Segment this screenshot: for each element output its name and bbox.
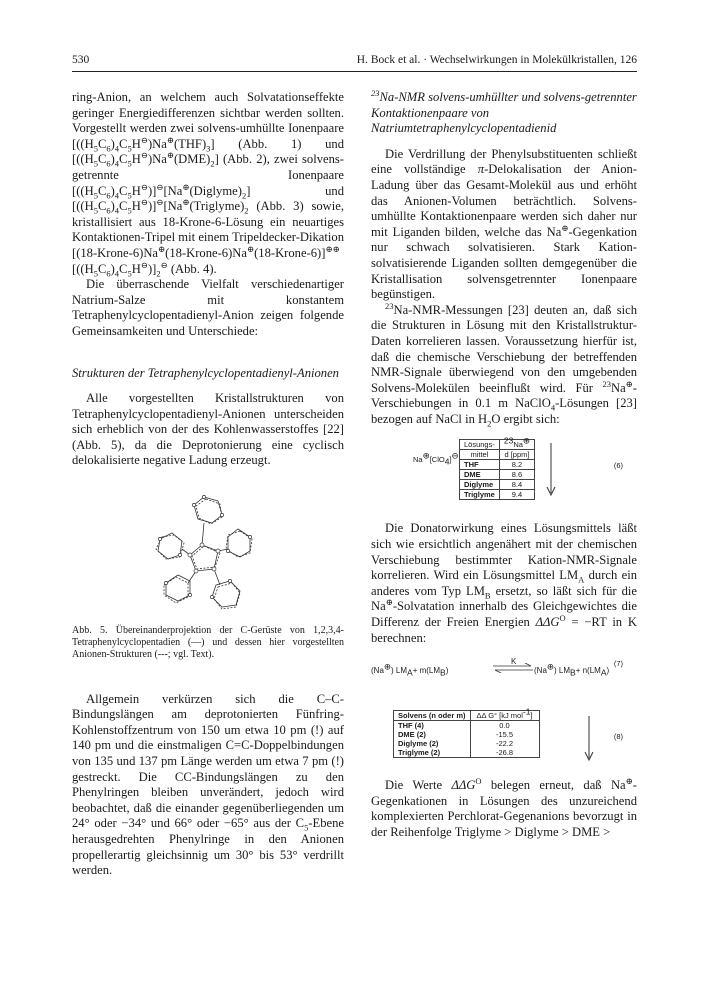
left-paragraph-3: Alle vorgestellten Kristallstrukturen von Tetraphenylcyclopentadienyl-Anionen unterscheiden sich erheblich von der des Kohlenwasserstoffes [22] (Abb. 5), da die Deprotonierung eine cyclisch delokalisierte negative Ladung erzeugt.: [72, 391, 344, 468]
equilibrium-constant: K: [511, 657, 517, 667]
left-paragraph-4: Allgemein verkürzen sich die C–C-Bindungslängen am deprotonierten Fünfring-Kohlenstoffzentrum von 150 um etwa 10 pm (!) auf 140 pm und die einstmaligen C=C-Doppelbindungen von 135 und 137 pm Länge werden um etwa 7 pm (!) gestreckt. Die CC-Bindungslängen zu den Phenylringen bleiben unverändert, jedoch wird beobachtet, daß die einander gegenüberliegenden um 24° oder −34° und 66° oder −65° aus der $C_5$-Ebene herausgedrehten Phenylringe in den Anionen propellerartig gleichsinnig um 30° bis 53° verdrillt werden.: [72, 691, 344, 878]
figure-5-caption: Abb. 5. Übereinanderprojektion der C-Gerüste von 1,2,3,4-Tetraphenylcyclopentadien (—) und dessen hier vorgestellten Anionen-Strukturen (---; vgl. Text).: [72, 625, 344, 661]
page-number: 530: [72, 54, 90, 66]
down-arrow-icon: [584, 716, 594, 762]
table-6-label: Na⊕[ClO$_4$]⊖:: [413, 450, 461, 467]
table-6-col1-header-2: mittel: [460, 450, 500, 460]
table-6-col1-header: Lösungs-: [460, 440, 500, 450]
table-8: [371, 696, 637, 768]
equation-number-8: (8): [613, 732, 623, 742]
table-row: THF 8.2: [460, 460, 535, 470]
right-paragraph-3: Die Donatorwirkung eines Lösungsmittels läßt sich wie ersichtlich angenähert mit der chemischen Verschiebung bestimmter Kation-NMR-Signale korrelieren. Wird ein Lösungsmittel $LM_A$ durch ein anderes vom Typ $LM_B$ ersetzt, so läßt sich für die Na⊕-Solvatation innerhalb des Gleichgewichtes die Differenz der Freien Energien $\Delta\Delta G^O = -RT$ in K berechnen:: [371, 521, 637, 645]
equation-number-6: (6): [613, 461, 623, 471]
table-8-col2-header: ΔΔ G° [kJ mol$^{-1}$]: [470, 711, 539, 721]
header-rule: [72, 71, 637, 72]
figure-5: [72, 487, 344, 615]
right-paragraph-4: Die Werte $\Delta\Delta G^O$ belegen erneut, daß Na⊕-Gegenkationen in Lösungen des unzureichend komplexierten Perchlorat-Gegenanions bevorzugt in der Reihenfolge Triglyme > Diglyme > DME >: [371, 776, 637, 839]
equation-7: [371, 654, 637, 682]
table-row: DME (2) -15.5: [394, 730, 540, 739]
na-shift-table: [459, 435, 535, 500]
table-8-col1-header: Solvens (n oder m): [394, 711, 471, 721]
left-paragraph-1: ring-Anion, an welchem auch Solvatationseffekte geringer Energiedifferenzen sichtbar werden sollten. Vorgestellt werden zwei solvens-umhüllte Ionenpaare $[((H_5C_6)_4C_5H^⊖)Na^\oplus(THF)_3]$ (Abb. 1) und $[((H_5C_6)_4C_5H^⊖)Na^\oplus(DME)_2]$ (Abb. 2), zwei solvens-getrennte Ionenpaare $[((H_5C_6)_4C_5H^⊖)]^⊖[Na^\oplus(Diglyme)_2]$ und $[((H_5C_6)_4C_5H^⊖)]^⊖[Na^\oplus(Triglyme)_2$ (Abb. 3) sowie, kristallisiert aus 18-Krone-6-Lösung ein neuartiges Kontaktionen-Tripel mit einem Tripeldecker-Dikation [(18-Krone-6)Na⊕(18-Krone-6)Na⊕(18-Krone-6)]⊕⊕ $[((H_5C_6)_4C_5H^⊖)]_2^⊖$ (Abb. 4).: [72, 90, 344, 279]
left-paragraph-2: Die überraschende Vielfalt verschiedenartiger Natrium-Salze mit konstantem Tetraphenylcyclopentadienyl-Anion zeigen folgende Gemeinsamkeiten und Unterschiede:: [72, 277, 344, 338]
table-row: DME 8.6: [460, 470, 535, 480]
table-row: Diglyme (2) -22.2: [394, 739, 540, 748]
right-paragraph-1: Die Verdrillung der Phenylsubstituenten schließt eine vollständige π-Delokalisation der Anion-Ladung über das Gesamt-Molekül aus und erhöht das Anionen-Volumen beträchtlich. Solvens-umhüllte Kontaktionenpaare werden sich daher nur mit Liganden bilden, welche das Na⊕-Gegenkation nur schwach solvatisieren. Stark Kation-solvatisierende Liganden sollten demgegenüber die Kristallisation solvensgetrennter Ionenpaare begünstigen.: [371, 146, 637, 302]
table-row: Triglyme (2) -26.8: [394, 748, 540, 758]
free-energy-table: [393, 706, 540, 758]
table-row: Diglyme 8.4: [460, 480, 535, 490]
section-heading-nmr: $^{23}$Na-NMR solvens-umhüllter und solvens-getrennter Kontaktionenpaare von Natriumtetraphenylcyclopentadienid: [371, 87, 637, 136]
table-row: THF (4) 0.0: [394, 721, 540, 731]
table-row: Triglyme 9.4: [460, 490, 535, 500]
equation-number-7: (7): [613, 659, 623, 669]
down-arrow-icon: [546, 443, 556, 497]
table-6-col2-header: $^{23}$Na⊕: [499, 440, 534, 450]
running-title: H. Bock et al. · Wechselwirkungen in Molekülkristallen, 126: [356, 54, 637, 66]
table-6-col2-header-2: d [ppm]: [499, 450, 534, 460]
section-heading-structures: Strukturen der Tetraphenylcyclopentadienyl-Anionen: [72, 365, 339, 380]
equilibrium-arrow-icon: [493, 663, 533, 673]
right-column: [371, 87, 637, 841]
equation-7-lhs: (Na⊕) $LM_A+ m(LM_B)$: [371, 661, 449, 678]
right-paragraph-2: $^{23}$Na-NMR-Messungen [23] deuten an, daß sich die Strukturen in Lösung mit den Kristallstruktur-Daten korrelieren lassen. Voraussetzung hierfür ist, daß die chemische Verschiebung der betreffenden NMR-Signale überwiegend von den umgebenden Solvens-Molekülen beeinflußt wird. Für $^{23}$Na⊕-Verschiebungen in 0.1 m NaClO$_4$-Lösungen [23] bezogen auf NaCl in $H_2O$ ergibt sich:: [371, 300, 637, 429]
table-6: [371, 435, 637, 501]
equation-7-rhs: (Na⊕) $LM_B+ n(LM_A)$: [534, 661, 610, 678]
structure-overlay-drawing: [142, 487, 272, 615]
left-column: [72, 90, 344, 879]
